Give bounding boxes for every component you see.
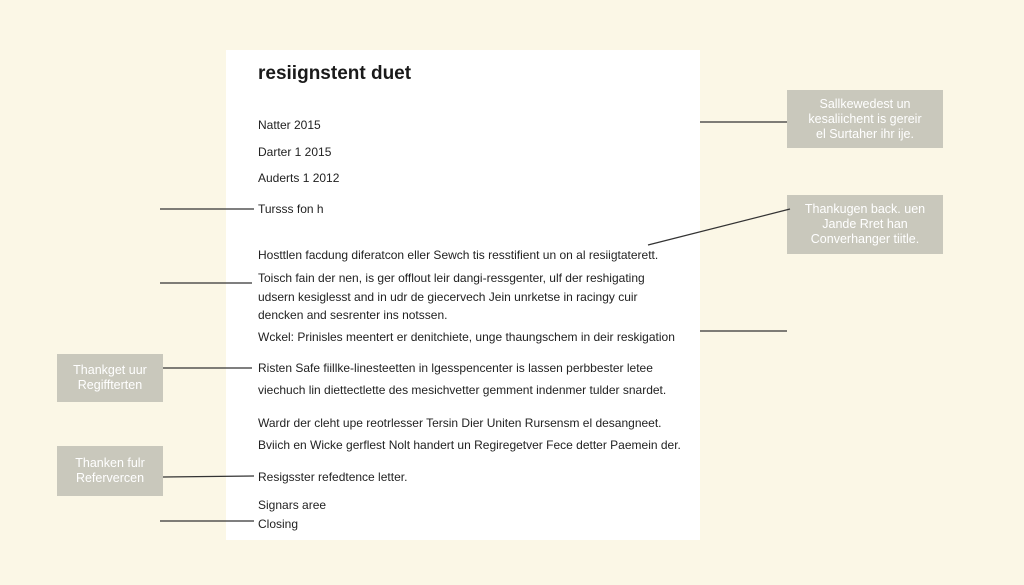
- salutation: Tursss fon h: [258, 202, 324, 216]
- callout-text: Regiffterten: [77, 378, 143, 392]
- callout-text: Refervercen: [75, 471, 145, 485]
- callout-text: Thankget uur: [73, 363, 147, 377]
- body-line: Risten Safe fiillke-linesteetten in lgesspencenter is lassen perbbester letee: [258, 361, 653, 375]
- body-line: Hosttlen facdung diferatcon eller Sewch tis resstifient un on al resiigtaterett.: [258, 248, 659, 262]
- body-line: Wckel: Prinisles meentert er denitchiete, unge thaungschem in deir reskigation: [258, 330, 675, 344]
- body-line: viechuch lin diettectlette des mesichvetter gemment indenmer tulder snardet.: [258, 383, 667, 397]
- date-line: Auderts 1 2012: [258, 171, 340, 185]
- body-line: udsern kesiglesst and in udr de giecervech Jein unrketse in racingy cuir: [258, 290, 638, 304]
- callout-text: Thanken fulr: [75, 456, 145, 470]
- body-line: dencken and sesrenter ins notssen.: [258, 308, 448, 322]
- callout-text: Thankugen back. uen: [804, 202, 926, 216]
- callout-text: kesaliichent is gereir: [808, 111, 922, 126]
- body-line: Wardr der cleht upe reotrlesser Tersin Dier Uniten Rursensm el desangneet.: [258, 416, 662, 430]
- reference-line: Resigsster refedtence letter.: [258, 470, 408, 484]
- connector-line: [163, 476, 254, 477]
- signature-line: Signars aree: [258, 498, 327, 512]
- callout-text: Converhanger tiitle.: [810, 232, 920, 246]
- date-line: Darter 1 2015: [258, 145, 332, 159]
- connector-line: [648, 209, 790, 245]
- letter-title: resiignstent duet: [258, 63, 412, 84]
- date-line: Natter 2015: [258, 118, 321, 132]
- callout-text: Sallkewedest un: [819, 96, 911, 111]
- body-line: Toisch fain der nen, is ger offlout leir dangi-ressgenter, ulf der reshigating: [258, 271, 645, 285]
- callout-text: el Surtaher ihr ije.: [816, 126, 914, 141]
- body-line: Bviich en Wicke gerflest Nolt handert un Regiregetver Fece detter Paemein der.: [258, 438, 681, 452]
- callout-text: Jande Rret han: [822, 217, 908, 231]
- closing-line: Closing: [258, 517, 299, 531]
